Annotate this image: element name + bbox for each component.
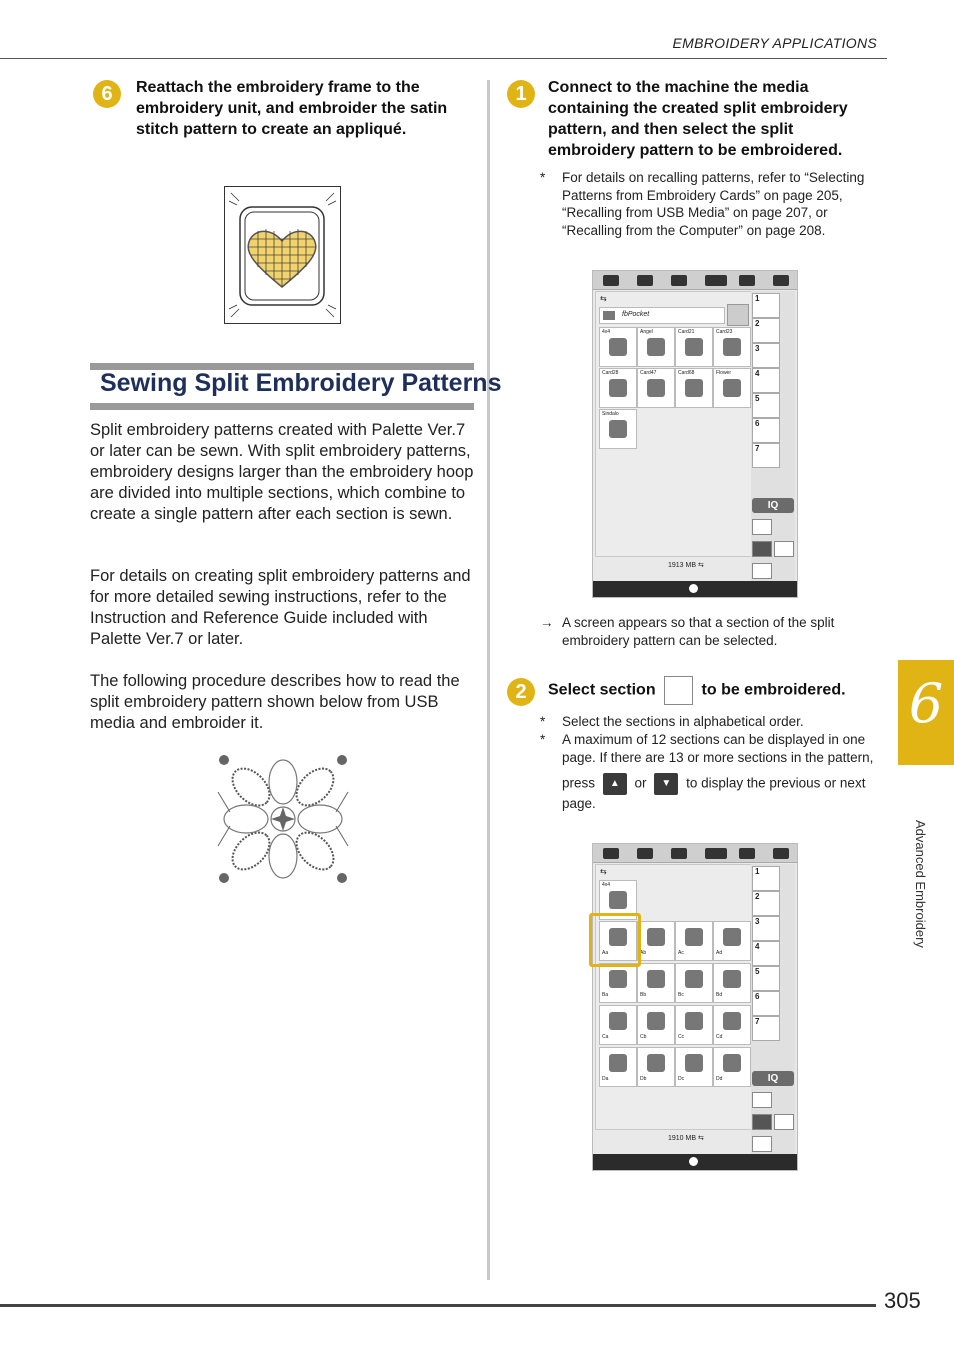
- category-button[interactable]: 5: [752, 966, 780, 991]
- section-cell[interactable]: Db: [637, 1047, 675, 1087]
- category-button[interactable]: 2: [752, 891, 780, 916]
- pattern-cell[interactable]: Card47: [637, 368, 675, 408]
- computer-button[interactable]: [774, 541, 794, 557]
- paragraph-2: For details on creating split embroidery patterns and for more detailed sewing instructions, refer to the Instruction and Reference Guide included with Palette Ver.7 or later.: [90, 567, 471, 648]
- section-cell[interactable]: Ca: [599, 1005, 637, 1045]
- usb-button[interactable]: [752, 541, 772, 557]
- split-pattern-illustration: [216, 752, 350, 886]
- screen-toolbar: [593, 844, 797, 863]
- step-2-note-1: [540, 713, 884, 731]
- screen-bottom-bar: [593, 1154, 797, 1170]
- folder-up-button[interactable]: [727, 304, 749, 326]
- step-2-title: [548, 676, 878, 705]
- usb-icon: ⇆: [600, 867, 607, 876]
- section-cell[interactable]: Dc: [675, 1047, 713, 1087]
- section-cell[interactable]: Ba: [599, 963, 637, 1003]
- chapter-number: 6: [908, 672, 944, 735]
- pattern-cell[interactable]: Card68: [675, 368, 713, 408]
- step-1-note-text: For details on recalling patterns, refer to “Selecting Patterns from Embroidery Cards” on page 205, “Recalling from USB Media” on page 207, or “Recalling from the Computer” on page 208.: [562, 170, 865, 238]
- folder-path: [599, 307, 725, 324]
- usb-button[interactable]: [752, 1114, 772, 1130]
- split-pattern-cell[interactable]: 4x4: [599, 880, 637, 920]
- category-button[interactable]: 6: [752, 991, 780, 1016]
- section-title: Sewing Split Embroidery Patterns: [100, 369, 502, 397]
- home-icon[interactable]: [773, 275, 789, 286]
- step-2-note-2: * A maximum of 12 sections can be displayed in one page. If there are 13 or more sections in the pattern, press ▲ or ▼ to display the previous or next page.: [540, 732, 874, 811]
- category-button[interactable]: 5: [752, 393, 780, 418]
- category-button[interactable]: 4: [752, 368, 780, 393]
- section-cell[interactable]: Ac: [675, 921, 713, 961]
- chapter-side-label: Advanced Embroidery: [913, 820, 928, 948]
- running-header: EMBROIDERY APPLICATIONS: [672, 35, 877, 51]
- step-1-title: Connect to the machine the media containing the created split embroidery pattern, and then select the split embroidery pattern to be embroidered.: [548, 79, 848, 159]
- section-rule-bottom: [90, 403, 474, 410]
- paragraph-1: Split embroidery patterns created with Palette Ver.7 or later can be sewn. With split embroidery patterns, embroidery designs larger than the embroidery hoop are divided into multiple sections, which combine to create a single pattern after each section is sewn.: [90, 421, 474, 523]
- step-2-note-2-text: A maximum of 12 sections can be displayed in one page. If there are 13 or more sections in the pattern,: [562, 732, 874, 765]
- step-6-badge: 6: [93, 80, 121, 108]
- split-section-select-screen: [592, 843, 798, 1171]
- section-cell[interactable]: Cd: [713, 1005, 751, 1045]
- step-2-title-a: Select section: [548, 681, 656, 699]
- section-cell[interactable]: Bc: [675, 963, 713, 1003]
- section-cell[interactable]: Ab: [637, 921, 675, 961]
- step-1-note: [540, 169, 884, 239]
- pattern-cell[interactable]: Card23: [713, 327, 751, 367]
- page-icon[interactable]: [637, 275, 653, 286]
- category-button[interactable]: 6: [752, 418, 780, 443]
- step-6-title: Reattach the embroidery frame to the embroidery unit, and embroider the satin stitch pattern to create an appliqué.: [136, 79, 448, 138]
- note-asterisk: *: [540, 732, 546, 747]
- category-panel: [751, 291, 795, 581]
- column-divider: [487, 80, 490, 1280]
- section-cell[interactable]: Bb: [637, 963, 675, 1003]
- page-number: 305: [884, 1288, 921, 1313]
- help-icon[interactable]: [671, 275, 687, 286]
- help-icon[interactable]: [671, 848, 687, 859]
- step-2-title-b: to be embroidered.: [701, 681, 846, 699]
- step-1-result: [540, 614, 882, 649]
- section-cell[interactable]: Aa: [599, 921, 637, 961]
- memory-readout: 1910 MB ⇆: [668, 1135, 704, 1142]
- pattern-cell[interactable]: Sindalo: [599, 409, 637, 449]
- category-button[interactable]: 2: [752, 318, 780, 343]
- paragraph-3: The following procedure describes how to read the split embroidery pattern shown below from USB media and embroider it.: [90, 672, 460, 732]
- category-button[interactable]: 7: [752, 443, 780, 468]
- section-cell[interactable]: Dd: [713, 1047, 751, 1087]
- page-down-icon: ▼: [654, 773, 678, 795]
- close-icon[interactable]: [689, 1157, 698, 1166]
- section-cell[interactable]: Bd: [713, 963, 751, 1003]
- category-button[interactable]: 1: [752, 866, 780, 891]
- pattern-cell[interactable]: Angel: [637, 327, 675, 367]
- screen-toolbar: [593, 271, 797, 290]
- pattern-list-area: [595, 291, 752, 557]
- pattern-cell[interactable]: Card21: [675, 327, 713, 367]
- section-cell[interactable]: Cb: [637, 1005, 675, 1045]
- result-arrow: →: [540, 615, 554, 630]
- iq-designer-button[interactable]: IQ: [752, 498, 794, 513]
- section-list-area: [595, 864, 752, 1130]
- step-2-note-1-text: Select the sections in alphabetical order.: [562, 714, 804, 729]
- category-button[interactable]: 4: [752, 941, 780, 966]
- screen-bottom-bar: [593, 581, 797, 597]
- header-rule: [0, 58, 887, 59]
- memory-readout: 1913 MB ⇆: [668, 562, 704, 569]
- section-cell[interactable]: Cc: [675, 1005, 713, 1045]
- settings-icon[interactable]: [705, 275, 727, 286]
- page-up-icon: ▲: [603, 773, 627, 795]
- note-asterisk: *: [540, 170, 546, 185]
- category-button[interactable]: 3: [752, 916, 780, 941]
- settings-icon[interactable]: [705, 848, 727, 859]
- lock-icon[interactable]: [739, 275, 755, 286]
- section-cell[interactable]: Ad: [713, 921, 751, 961]
- iq-designer-button[interactable]: IQ: [752, 1071, 794, 1086]
- footer-rule: [0, 1304, 876, 1307]
- page-icon[interactable]: [637, 848, 653, 859]
- applique-hoop-illustration: [224, 186, 341, 324]
- pattern-cell[interactable]: 4x4: [599, 327, 637, 367]
- category-button[interactable]: 1: [752, 293, 780, 318]
- category-panel: [751, 864, 795, 1154]
- pattern-cell[interactable]: Card28: [599, 368, 637, 408]
- wlan-button[interactable]: [752, 563, 772, 579]
- step-2-badge: 2: [507, 678, 535, 706]
- step-1-result-text: A screen appears so that a section of the split embroidery pattern can be selected.: [562, 615, 835, 648]
- computer-button[interactable]: [774, 1114, 794, 1130]
- camera-icon[interactable]: [603, 275, 619, 286]
- wlan-button[interactable]: [752, 1136, 772, 1152]
- camera-icon[interactable]: [603, 848, 619, 859]
- category-button[interactable]: 7: [752, 1016, 780, 1041]
- folder-name: fbPocket: [622, 311, 650, 318]
- category-button[interactable]: 3: [752, 343, 780, 368]
- machine-memory-button[interactable]: [752, 1092, 772, 1108]
- machine-memory-button[interactable]: [752, 519, 772, 535]
- home-icon[interactable]: [773, 848, 789, 859]
- step-1-badge: 1: [507, 80, 535, 108]
- usb-icon: ⇆: [600, 294, 607, 303]
- pattern-cell[interactable]: Flower: [713, 368, 751, 408]
- selected-section-highlight: [589, 913, 641, 967]
- note-asterisk: *: [540, 714, 546, 729]
- section-aa-key-icon: [664, 676, 693, 705]
- lock-icon[interactable]: [739, 848, 755, 859]
- close-icon[interactable]: [689, 584, 698, 593]
- section-cell[interactable]: Da: [599, 1047, 637, 1087]
- usb-pattern-list-screen: [592, 270, 798, 598]
- folder-icon: [603, 311, 615, 320]
